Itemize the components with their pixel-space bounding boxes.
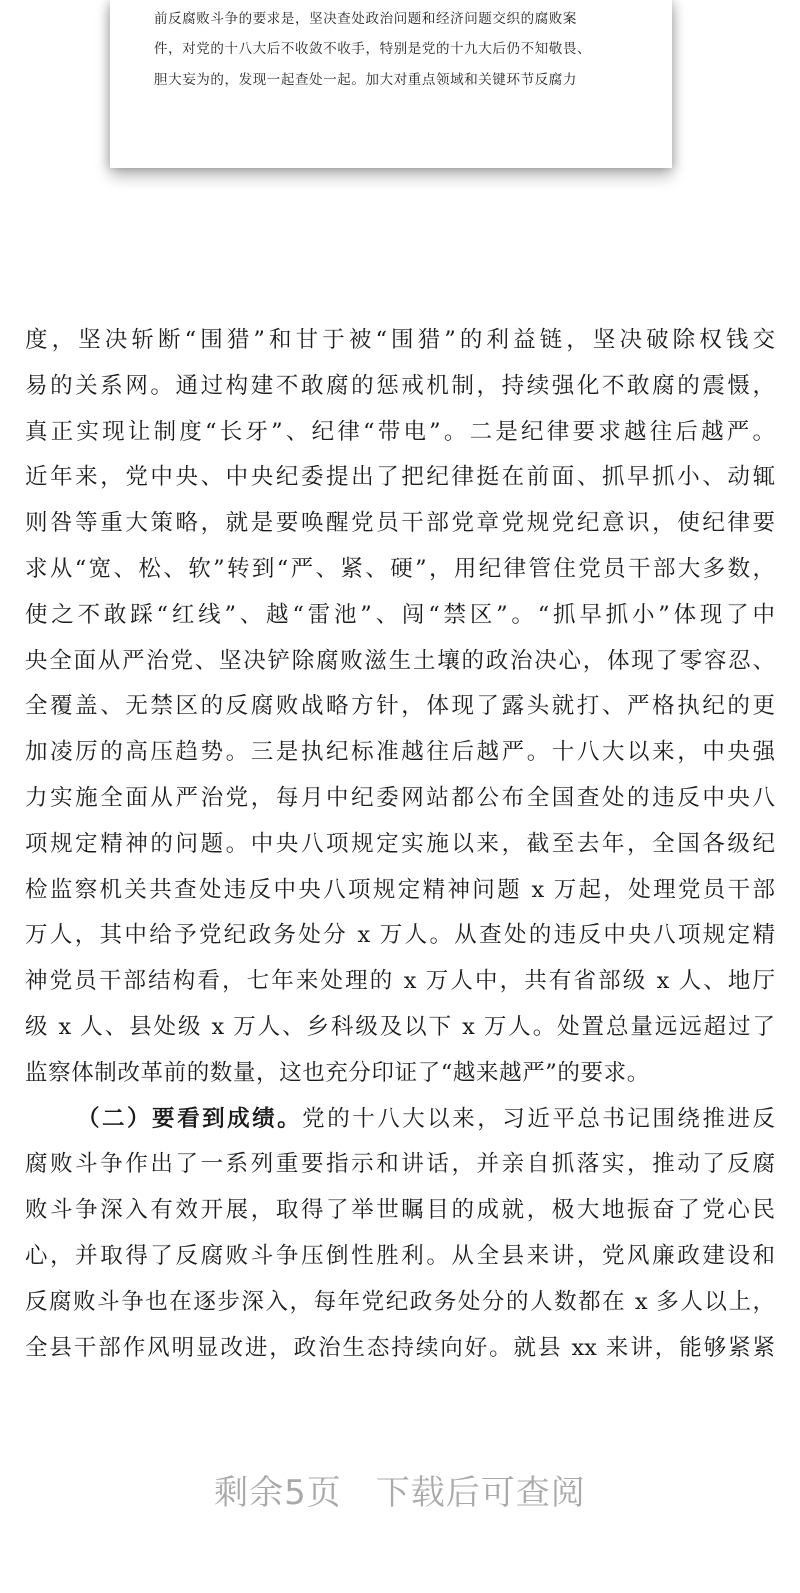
paragraph-line: 败斗争深入有效开展，取得了举世瞩目的成就，极大地振奋了党心民 <box>25 1197 775 1224</box>
card-text-line: 件，对党的十八大后不收敛不收手，特别是党的十九大后仍不知敬畏、 <box>154 41 592 57</box>
card-text-line: 前反腐败斗争的要求是，坚决查处政治问题和经济问题交织的腐败案 <box>154 11 577 27</box>
section-2-first-line <box>25 1097 775 1143</box>
paragraph-line: 项规定精神的问题。中央八项规定实施以来，截至去年，全国各级纪 <box>25 830 775 857</box>
paragraph-line: 反腐败斗争也在逐步深入，每年党纪政务处分的人数都在 x 多人以上， <box>25 1288 775 1315</box>
paragraph-line: 万人，其中给予党纪政务处分 x 万人。从查处的违反中央八项规定精 <box>25 922 775 949</box>
paragraph-line: 易的关系网。通过构建不敢腐的惩戒机制，持续强化不敢腐的震慑， <box>25 372 775 399</box>
paragraph-line: 力实施全面从严治党，每月中纪委网站都公布全国查处的违反中央八 <box>25 784 775 811</box>
paragraph-line: 心，并取得了反腐败斗争压倒性胜利。从全县来讲，党风廉政建设和 <box>25 1242 775 1269</box>
paragraph-line: 全县干部作风明显改进，政治生态持续向好。就县 xx 来讲，能够紧紧 <box>25 1334 775 1361</box>
paragraph-line: 度，坚决斩断“围猎”和甘于被“围猎”的利益链，坚决破除权钱交 <box>25 327 775 353</box>
download-prompt[interactable] <box>0 1465 800 1514</box>
remaining-pages-label[interactable]: 剩余5页 <box>214 1473 342 1513</box>
paragraph-line: 检监察机关共查处违反中央八项规定精神问题 x 万起，处理党员干部 <box>25 876 775 903</box>
section-2-first-text: 党的十八大以来，习近平总书记围绕推进反 <box>302 1105 775 1132</box>
previous-page-card <box>110 0 672 168</box>
section-2-heading: （二）要看到成绩。 <box>77 1105 303 1132</box>
paragraph-line: 全覆盖、无禁区的反腐败战略方针，体现了露头就打、严格执纪的更 <box>25 693 775 720</box>
paragraph-line: 央全面从严治党、坚决铲除腐败滋生土壤的政治决心，体现了零容忍、 <box>25 647 775 674</box>
paragraph-line: 使之不敢踩“红线”、越“雷池”、闯“禁区”。“抓早抓小”体现了中 <box>25 601 775 628</box>
paragraph-line: 腐败斗争作出了一系列重要指示和讲话，并亲自抓落实，推动了反腐 <box>25 1151 775 1178</box>
paragraph-line: 真正实现让制度“长牙”、纪律“带电”。二是纪律要求越往后越严。 <box>25 418 775 445</box>
card-text-line: 胆大妄为的，发现一起查处一起。加大对重点领域和关键环节反腐力 <box>154 72 577 88</box>
paragraph-line: 加凌厉的高压趋势。三是执纪标准越往后越严。十八大以来，中央强 <box>25 739 775 766</box>
paragraph-line: 则咎等重大策略，就是要唤醒党员干部党章党规党纪意识，使纪律要 <box>25 510 775 537</box>
paragraph-line: 求从“宽、松、软”转到“严、紧、硬”，用纪律管住党员干部大多数， <box>25 555 775 582</box>
paragraph-line: 监察体制改革前的数量，这也充分印证了“越来越严”的要求。 <box>25 1059 650 1086</box>
document-body <box>25 318 775 1371</box>
paragraph-line: 神党员干部结构看，七年来处理的 x 万人中，共有省部级 x 人、地厅 <box>25 968 775 995</box>
download-to-view-label[interactable]: 下载后可查阅 <box>375 1473 586 1513</box>
paragraph-line: 近年来，党中央、中央纪委提出了把纪律挺在前面、抓早抓小、动辄 <box>25 464 775 491</box>
paragraph-line: 级 x 人、县处级 x 万人、乡科级及以下 x 万人。处置总量远远超过了 <box>25 1013 775 1040</box>
